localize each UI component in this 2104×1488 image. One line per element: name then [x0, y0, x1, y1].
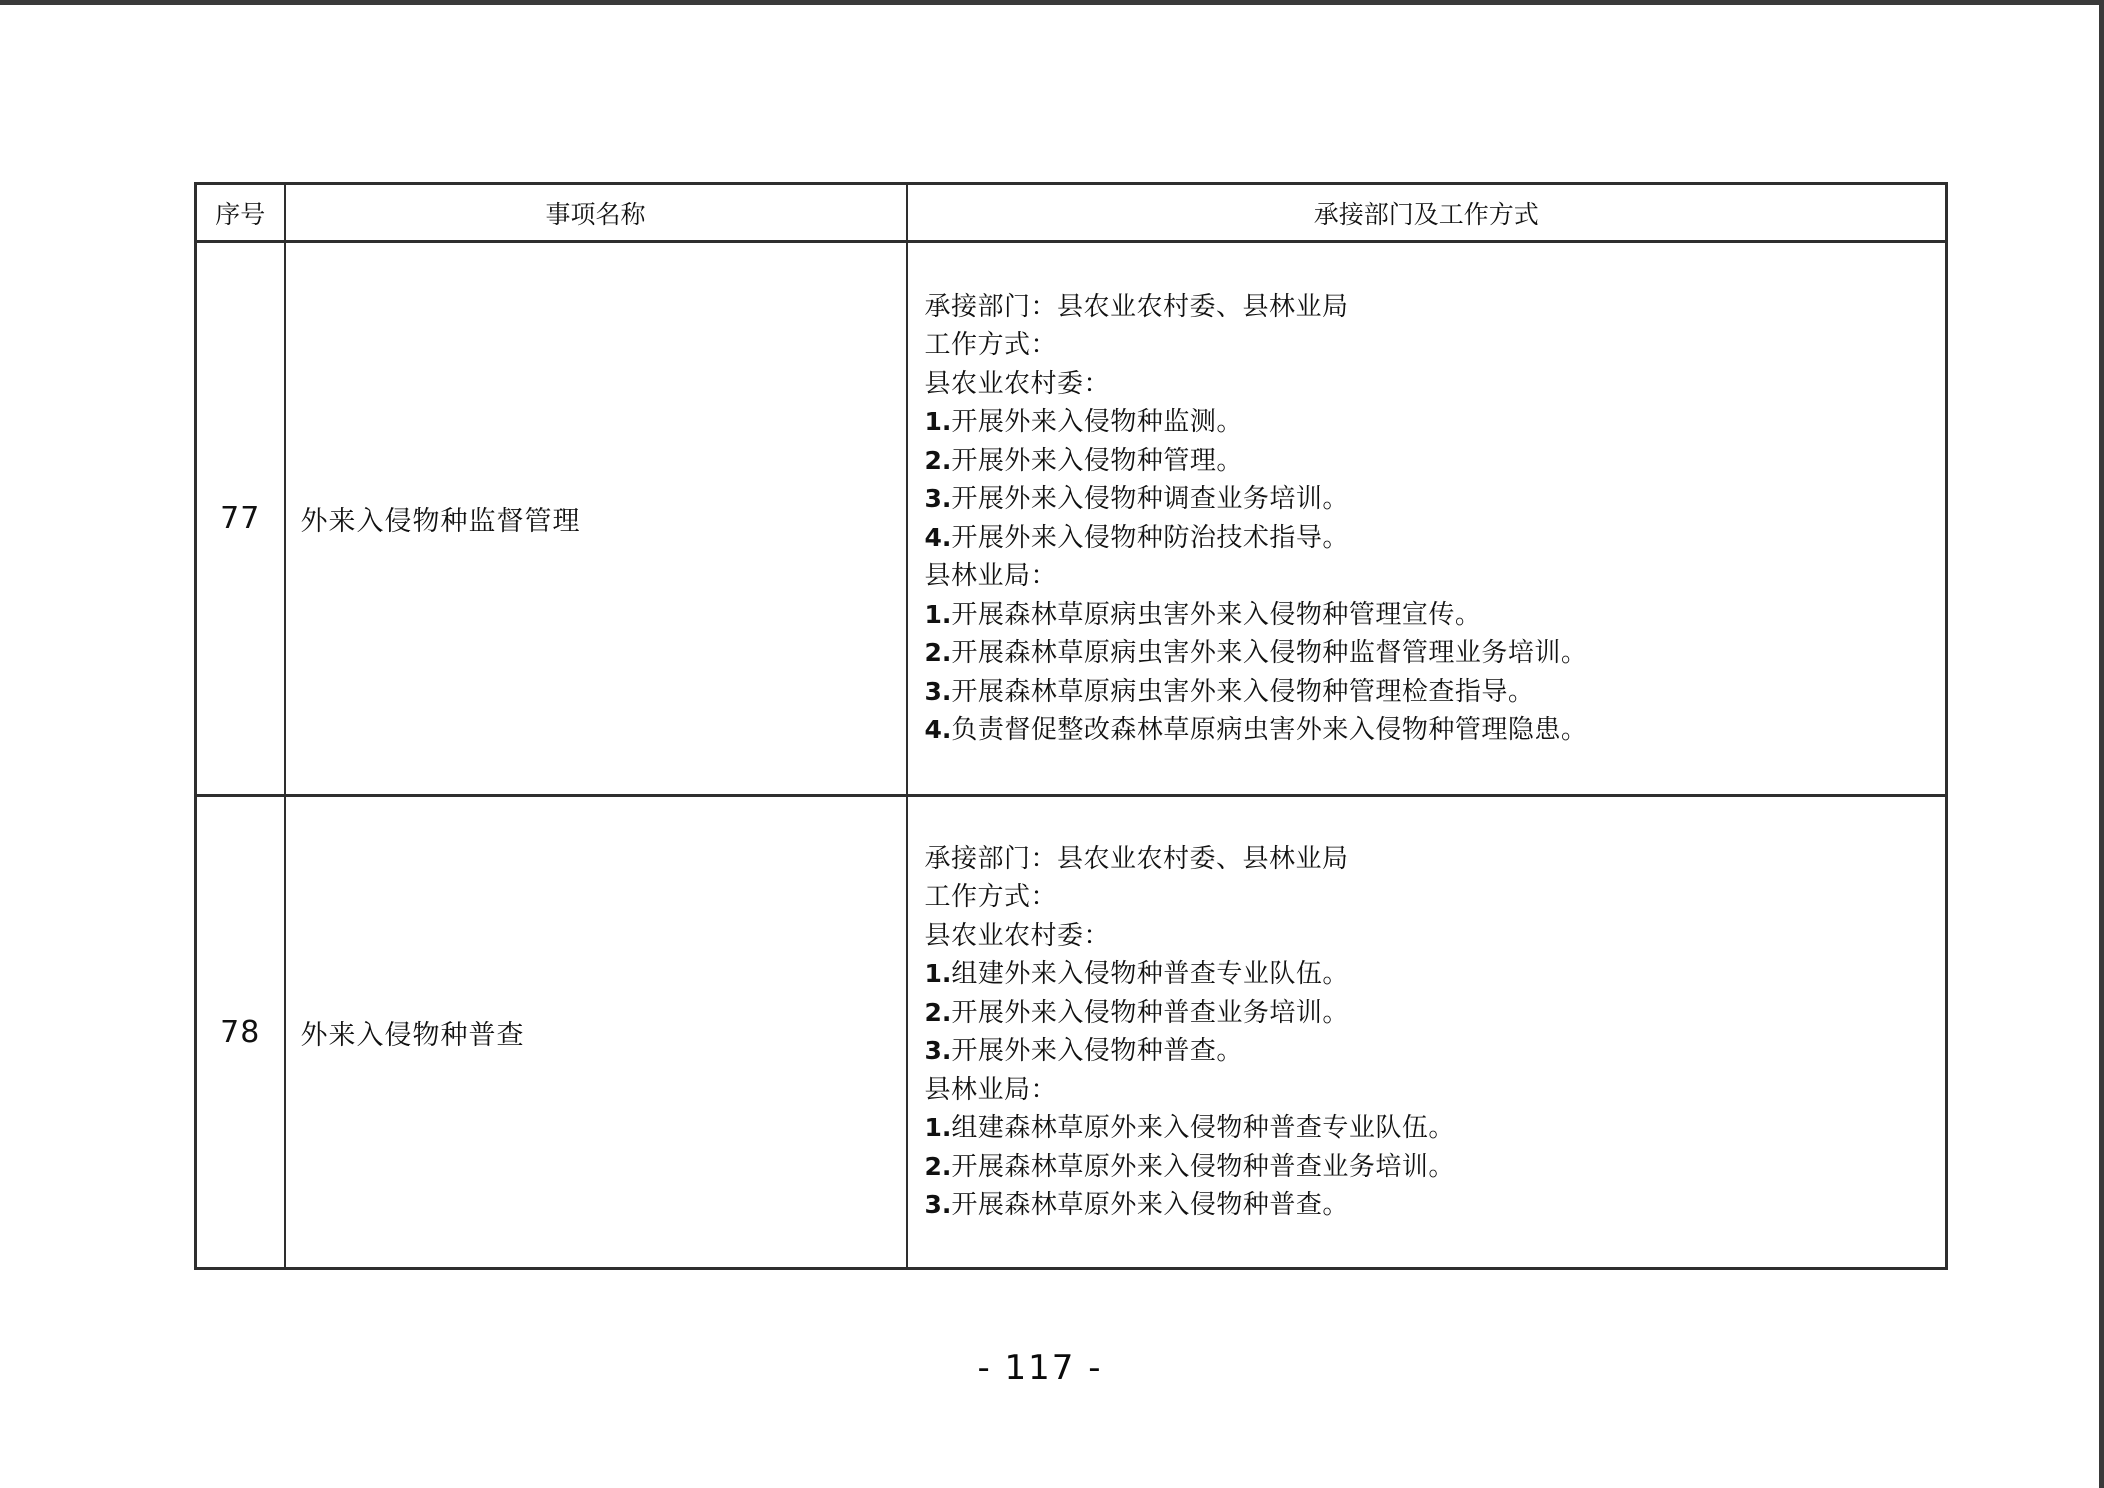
- table-header-row: [196, 184, 1947, 242]
- detail-line: 1.组建外来入侵物种普查专业队伍。: [924, 959, 1349, 988]
- row-details: [907, 242, 1947, 796]
- row-details: [907, 796, 1947, 1269]
- detail-lines: [925, 288, 1936, 750]
- row-item-name: 外来入侵物种监督管理: [285, 242, 907, 796]
- row-number: 77: [196, 242, 285, 796]
- detail-line: 县农业农村委：: [924, 368, 1111, 398]
- detail-line: 3.开展森林草原外来入侵物种普查。: [924, 1190, 1349, 1219]
- header-cell-item-name: 事项名称: [285, 184, 907, 242]
- detail-line: 4.开展外来入侵物种防治技术指导。: [924, 522, 1349, 552]
- table-row: [196, 242, 1947, 796]
- detail-line: 2.开展外来入侵物种管理。: [924, 445, 1243, 475]
- table-row: [196, 796, 1947, 1269]
- detail-line: 县农业农村委：: [924, 920, 1111, 950]
- detail-line: 县林业局：: [924, 561, 1058, 590]
- detail-line: 3.开展外来入侵物种普查。: [924, 1036, 1243, 1065]
- detail-line: 1.组建森林草原外来入侵物种普查专业队伍。: [924, 1113, 1455, 1142]
- responsibility-table: [194, 182, 1948, 1270]
- detail-line: 承接部门：县农业农村委、县林业局: [924, 843, 1349, 873]
- detail-line: 2.开展外来入侵物种普查业务培训。: [924, 997, 1349, 1027]
- header-cell-number: 序号: [196, 184, 285, 242]
- detail-line: 工作方式：: [924, 882, 1058, 911]
- row-item-name: 外来入侵物种普查: [285, 796, 907, 1269]
- detail-lines: [925, 840, 1936, 1225]
- header-cell-department: 承接部门及工作方式: [907, 184, 1947, 242]
- detail-line: 1.开展外来入侵物种监测。: [924, 407, 1243, 436]
- detail-line: 2.开展森林草原外来入侵物种普查业务培训。: [924, 1151, 1455, 1181]
- detail-line: 工作方式：: [924, 330, 1058, 359]
- detail-line: 3.开展外来入侵物种调查业务培训。: [924, 484, 1349, 513]
- detail-line: 4.负责督促整改森林草原病虫害外来入侵物种管理隐患。: [924, 715, 1588, 744]
- detail-line: 3.开展森林草原病虫害外来入侵物种管理检查指导。: [924, 676, 1535, 706]
- screen-right-edge: [2099, 0, 2104, 1488]
- screen-top-edge: [0, 0, 2104, 5]
- detail-line: 1.开展森林草原病虫害外来入侵物种管理宣传。: [924, 599, 1482, 629]
- detail-line: 2.开展森林草原病虫害外来入侵物种监督管理业务培训。: [924, 638, 1588, 667]
- row-number: 78: [196, 796, 285, 1269]
- detail-line: 县林业局：: [924, 1074, 1058, 1104]
- detail-line: 承接部门：县农业农村委、县林业局: [924, 291, 1349, 321]
- page-number: - 117 -: [977, 1348, 1103, 1388]
